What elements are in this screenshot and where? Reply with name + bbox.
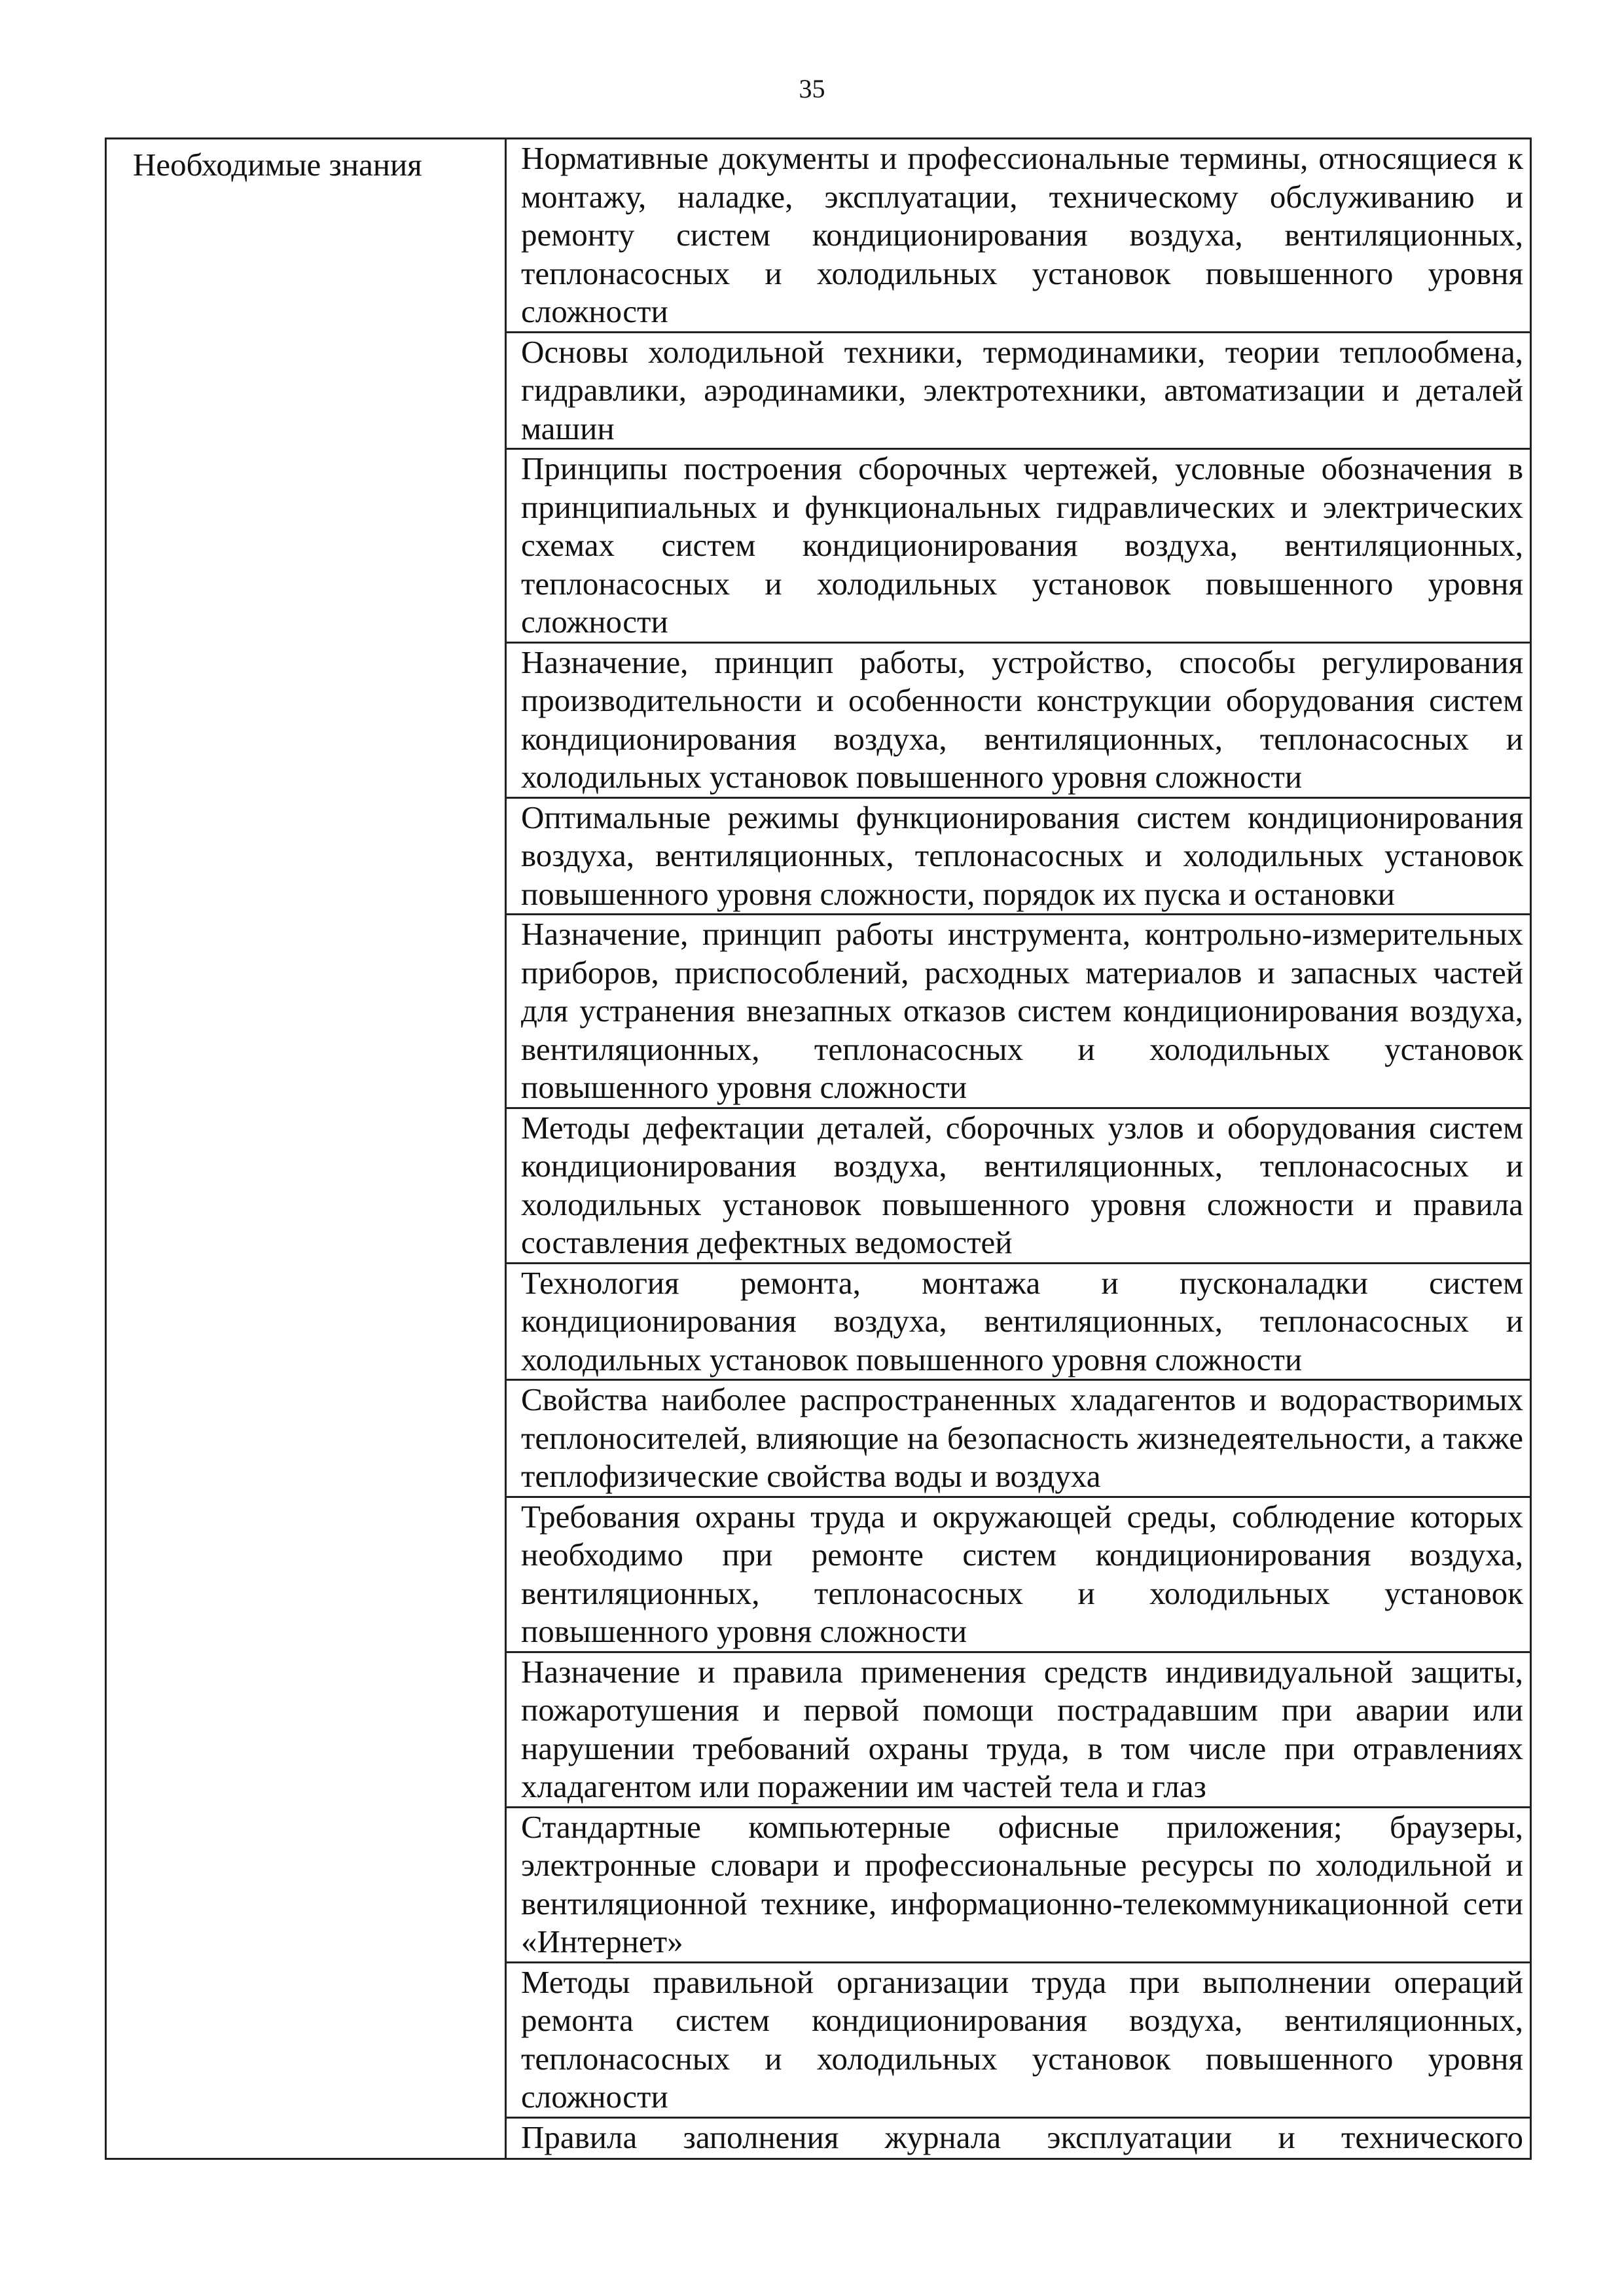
knowledge-table: [105, 137, 1532, 2160]
knowledge-item: Назначение, принцип работы, устройство, способы регулирования производительности и особенности конструкции оборудования систем кондиционирования воздуха, вентиляционных, теплонасосных и холодильных установок повышенного уровня сложности: [506, 642, 1531, 797]
knowledge-item: Методы дефектации деталей, сборочных узлов и оборудования систем кондиционирования воздуха, вентиляционных, теплонасосных и холодильных установок повышенного уровня сложности и правила составления дефектных ведомостей: [506, 1108, 1531, 1263]
knowledge-item: Технология ремонта, монтажа и пусконаладки систем кондиционирования воздуха, вентиляционных, теплонасосных и холодильных установок повышенного уровня сложности: [506, 1263, 1531, 1380]
knowledge-item: Основы холодильной техники, термодинамики, теории теплообмена, гидравлики, аэродинамики, электротехники, автоматизации и деталей машин: [506, 332, 1531, 449]
row-label-cell: Необходимые знания: [106, 139, 506, 2159]
knowledge-item: Стандартные компьютерные офисные приложения; браузеры, электронные словари и профессиональные ресурсы по холодильной и вентиляционной технике, информационно-телекоммуникационной сети «Интернет»: [506, 1807, 1531, 1962]
knowledge-item: Свойства наиболее распространенных хладагентов и водорастворимых теплоносителей, влияющие на безопасность жизнедеятельности, а также теплофизические свойства воды и воздуха: [506, 1380, 1531, 1497]
knowledge-item: Требования охраны труда и окружающей среды, соблюдение которых необходимо при ремонте систем кондиционирования воздуха, вентиляционных, теплонасосных и холодильных установок повышенного уровня сложности: [506, 1497, 1531, 1652]
page-number: 35: [799, 74, 825, 103]
knowledge-item: Оптимальные режимы функционирования систем кондиционирования воздуха, вентиляционных, теплонасосных и холодильных установок повышенного уровня сложности, порядок их пуска и остановки: [506, 797, 1531, 915]
table-row: [106, 139, 1531, 333]
knowledge-item: Назначение, принцип работы инструмента, контрольно-измерительных приборов, приспособлений, расходных материалов и запасных частей для устранения внезапных отказов систем кондиционирования воздуха, вентиляционных, теплонасосных и холодильных установок повышенного уровня сложности: [506, 915, 1531, 1108]
knowledge-item: Нормативные документы и профессиональные термины, относящиеся к монтажу, наладке, эксплуатации, техническому обслуживанию и ремонту систем кондиционирования воздуха, вентиляционных, теплонасосных и холодильных установок повышенного уровня сложности: [506, 139, 1531, 333]
knowledge-item: Правила заполнения журнала эксплуатации и технического: [506, 2117, 1531, 2159]
knowledge-item: Принципы построения сборочных чертежей, условные обозначения в принципиальных и функциональных гидравлических и электрических схемах систем кондиционирования воздуха, вентиляционных, теплонасосных и холодильных установок повышенного уровня сложности: [506, 449, 1531, 643]
knowledge-item: Назначение и правила применения средств индивидуальной защиты, пожаротушения и первой помощи пострадавшим при аварии или нарушении требований охраны труда, в том числе при отравлениях хладагентом или поражении им частей тела и глаз: [506, 1652, 1531, 1807]
knowledge-item: Методы правильной организации труда при выполнении операций ремонта систем кондиционирования воздуха, вентиляционных, теплонасосных и холодильных установок повышенного уровня сложности: [506, 1962, 1531, 2117]
